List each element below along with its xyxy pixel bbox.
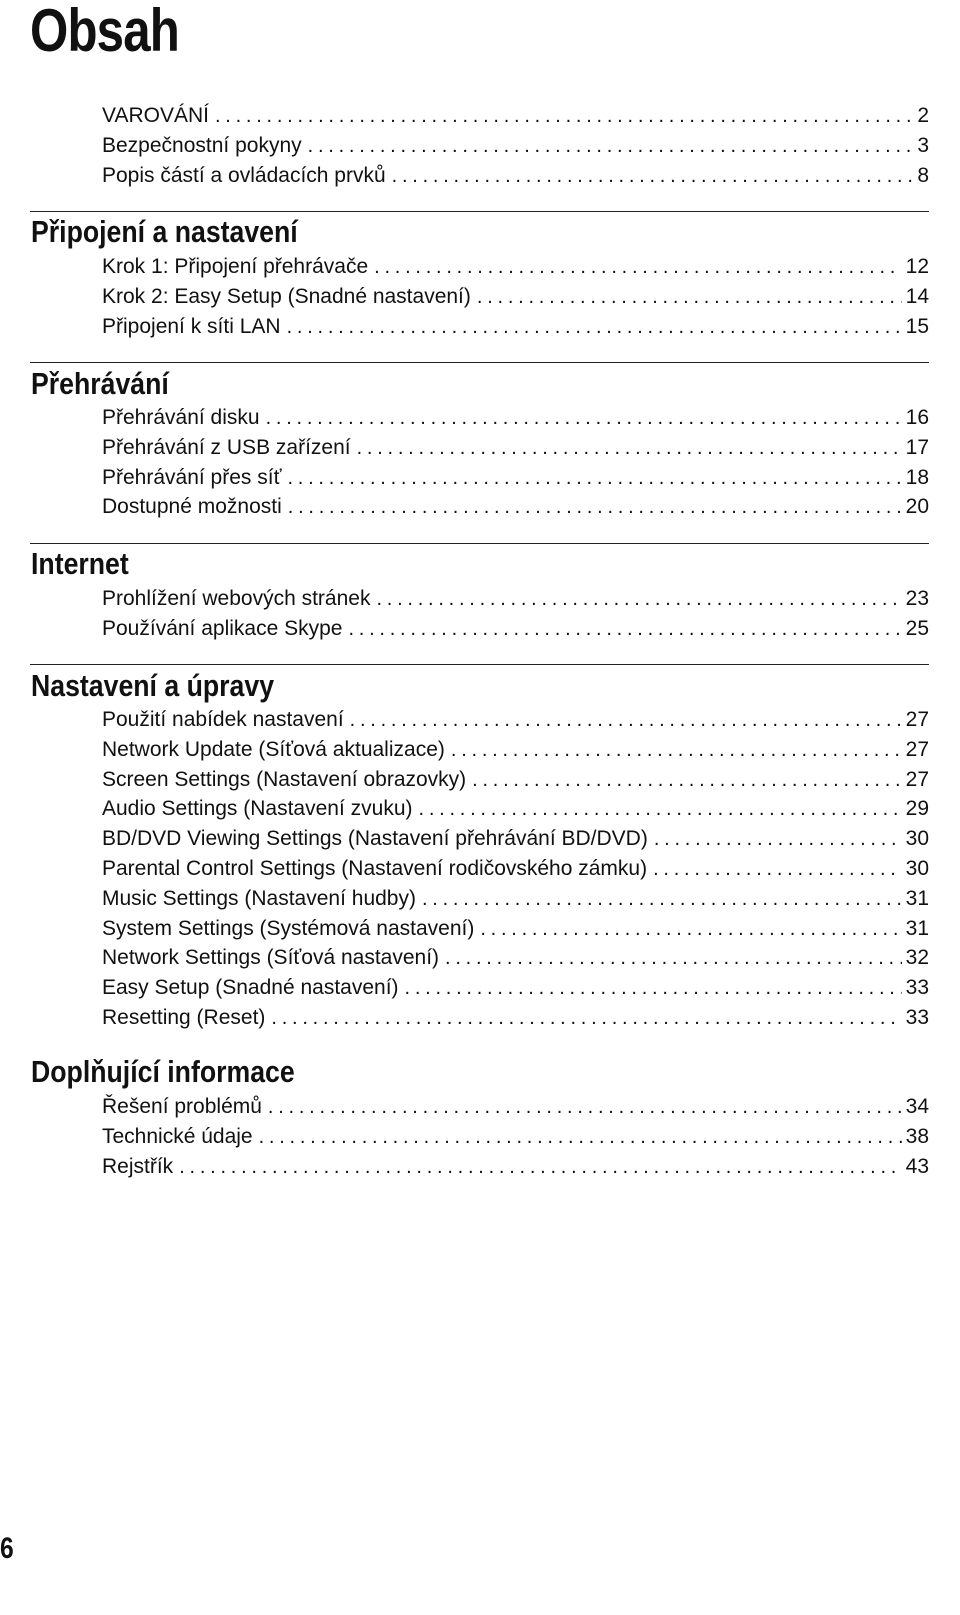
- dot-leader: [287, 313, 902, 342]
- toc-entry-page-number: 3: [917, 133, 929, 157]
- section-entries: [102, 252, 929, 341]
- dot-leader: [179, 1153, 901, 1182]
- toc-entry-page-number: 16: [905, 406, 929, 429]
- toc-entry[interactable]: [102, 282, 929, 312]
- toc-entry[interactable]: [102, 824, 929, 854]
- dot-leader: [653, 855, 902, 884]
- toc-entry[interactable]: [102, 433, 929, 463]
- dot-leader: [374, 253, 902, 282]
- toc-entry-title: Parental Control Settings (Nastavení rodičovského zámku): [102, 856, 648, 880]
- dot-leader: [308, 132, 914, 161]
- toc-entry[interactable]: [102, 1152, 929, 1182]
- toc-entry-page-number: 31: [905, 886, 929, 910]
- toc-entry-page-number: 31: [905, 916, 929, 940]
- section-divider: [30, 543, 929, 544]
- toc-entry-title: BD/DVD Viewing Settings (Nastavení přehrávání BD/DVD): [102, 827, 648, 851]
- section-entries: [102, 584, 929, 644]
- dot-leader: [445, 944, 902, 973]
- section-divider: [30, 664, 929, 665]
- toc-entry-page-number: 38: [905, 1124, 929, 1148]
- toc-entry-page-number: 23: [905, 587, 929, 610]
- toc-entry[interactable]: [102, 101, 929, 131]
- section-heading: Nastavení a úpravy: [31, 668, 275, 703]
- toc-entry[interactable]: [102, 1122, 929, 1152]
- toc-entry-title: Krok 2: Easy Setup (Snadné nastavení): [102, 284, 471, 308]
- toc-entry[interactable]: [102, 854, 929, 884]
- dot-leader: [422, 885, 902, 914]
- toc-entry[interactable]: [102, 884, 929, 914]
- dot-leader: [215, 102, 913, 131]
- dot-leader: [259, 1123, 902, 1152]
- dot-leader: [477, 283, 902, 312]
- section-heading: Internet: [31, 546, 129, 581]
- toc-entry[interactable]: [102, 765, 929, 795]
- dot-leader: [287, 464, 901, 493]
- toc-entry[interactable]: [102, 973, 929, 1003]
- toc-entry-page-number: 18: [905, 465, 929, 489]
- toc-entry[interactable]: [102, 705, 929, 735]
- toc-entry[interactable]: [102, 463, 929, 493]
- dot-leader: [348, 615, 901, 644]
- page-title: Obsah: [30, 0, 180, 64]
- section-divider: [30, 362, 929, 363]
- toc-entry-page-number: 33: [905, 1005, 929, 1029]
- toc-entry-title: Popis částí a ovládacích prvků: [102, 163, 386, 187]
- page-number: 6: [0, 1532, 14, 1565]
- dot-leader: [350, 706, 902, 735]
- toc-entry-page-number: 12: [905, 255, 929, 278]
- toc-entry[interactable]: [102, 584, 929, 614]
- toc-entry-title: Resetting (Reset): [102, 1005, 266, 1029]
- toc-entry-page-number: 17: [905, 435, 929, 459]
- section-heading: Doplňující informace: [31, 1054, 295, 1089]
- section-entries: [102, 705, 929, 1033]
- toc-entry-title: Bezpečnostní pokyny: [102, 133, 302, 157]
- toc-entry[interactable]: [102, 131, 929, 161]
- toc-entry-title: Krok 1: Připojení přehrávače: [102, 255, 369, 278]
- dot-leader: [288, 493, 902, 522]
- toc-entry-page-number: 30: [905, 827, 929, 851]
- toc-entry-title: Použití nabídek nastavení: [102, 708, 344, 731]
- section-heading: Přehrávání: [31, 366, 169, 401]
- dot-leader: [472, 766, 901, 795]
- toc-entry-page-number: 33: [905, 976, 929, 1000]
- toc-entry-title: Přehrávání disku: [102, 406, 260, 429]
- toc-entry[interactable]: [102, 161, 929, 191]
- toc-entry[interactable]: [102, 252, 929, 282]
- toc-entry-page-number: 20: [905, 495, 929, 519]
- dot-leader: [480, 915, 901, 944]
- dot-leader: [392, 162, 914, 191]
- toc-entry-page-number: 27: [905, 708, 929, 731]
- toc-entry-title: Network Settings (Síťová nastavení): [102, 946, 440, 970]
- toc-entry-title: Network Update (Síťová aktualizace): [102, 737, 445, 761]
- toc-entry-page-number: 30: [905, 856, 929, 880]
- section-entries: [102, 403, 929, 522]
- toc-entry[interactable]: [102, 914, 929, 944]
- toc-entry-title: Připojení k síti LAN: [102, 314, 281, 338]
- dot-leader: [419, 795, 902, 824]
- toc-entry-page-number: 8: [917, 163, 929, 187]
- toc-entry-title: Easy Setup (Snadné nastavení): [102, 976, 399, 1000]
- toc-entry[interactable]: [102, 1003, 929, 1033]
- intro-entries: [102, 101, 929, 190]
- toc-entry[interactable]: [102, 794, 929, 824]
- dot-leader: [357, 434, 902, 463]
- dot-leader: [268, 1093, 902, 1122]
- toc-entry-title: Přehrávání z USB zařízení: [102, 435, 351, 459]
- section-heading: Připojení a nastavení: [31, 214, 298, 249]
- toc-entry-title: Audio Settings (Nastavení zvuku): [102, 797, 413, 821]
- toc-entry-title: Music Settings (Nastavení hudby): [102, 886, 416, 910]
- toc-entry[interactable]: [102, 1092, 929, 1122]
- dot-leader: [271, 1004, 901, 1033]
- toc-entry[interactable]: [102, 735, 929, 765]
- toc-entry-title: Řešení problémů: [102, 1095, 262, 1118]
- toc-entry-title: Screen Settings (Nastavení obrazovky): [102, 767, 467, 791]
- toc-entry-page-number: 14: [905, 284, 929, 308]
- toc-entry[interactable]: [102, 943, 929, 973]
- toc-entry[interactable]: [102, 312, 929, 342]
- toc-entry-page-number: 27: [905, 737, 929, 761]
- toc-entry-page-number: 27: [905, 767, 929, 791]
- dot-leader: [405, 974, 902, 1003]
- toc-entry-title: Dostupné možnosti: [102, 495, 282, 519]
- toc-entry[interactable]: [102, 403, 929, 433]
- toc-entry-title: Prohlížení webových stránek: [102, 587, 371, 610]
- dot-leader: [451, 736, 902, 765]
- dot-leader: [266, 404, 902, 433]
- toc-entry-page-number: 32: [905, 946, 929, 970]
- toc-entry-page-number: 15: [905, 314, 929, 338]
- toc-entry-page-number: 2: [917, 104, 929, 127]
- toc-entry-page-number: 43: [905, 1154, 929, 1178]
- toc-entry-title: Přehrávání přes síť: [102, 465, 282, 489]
- toc-entry-title: System Settings (Systémová nastavení): [102, 916, 475, 940]
- toc-entry-title: Používání aplikace Skype: [102, 616, 343, 640]
- toc-entry-title: VAROVÁNÍ: [102, 104, 209, 127]
- toc-entry[interactable]: [102, 614, 929, 644]
- toc-entry[interactable]: [102, 492, 929, 522]
- toc-entry-title: Technické údaje: [102, 1124, 253, 1148]
- dot-leader: [376, 585, 901, 614]
- toc-entry-title: Rejstřík: [102, 1154, 174, 1178]
- section-divider: [30, 211, 929, 212]
- toc-entry-page-number: 34: [905, 1095, 929, 1118]
- section-entries: [102, 1092, 929, 1181]
- dot-leader: [654, 825, 902, 854]
- toc-entry-page-number: 29: [905, 797, 929, 821]
- toc-entry-page-number: 25: [905, 616, 929, 640]
